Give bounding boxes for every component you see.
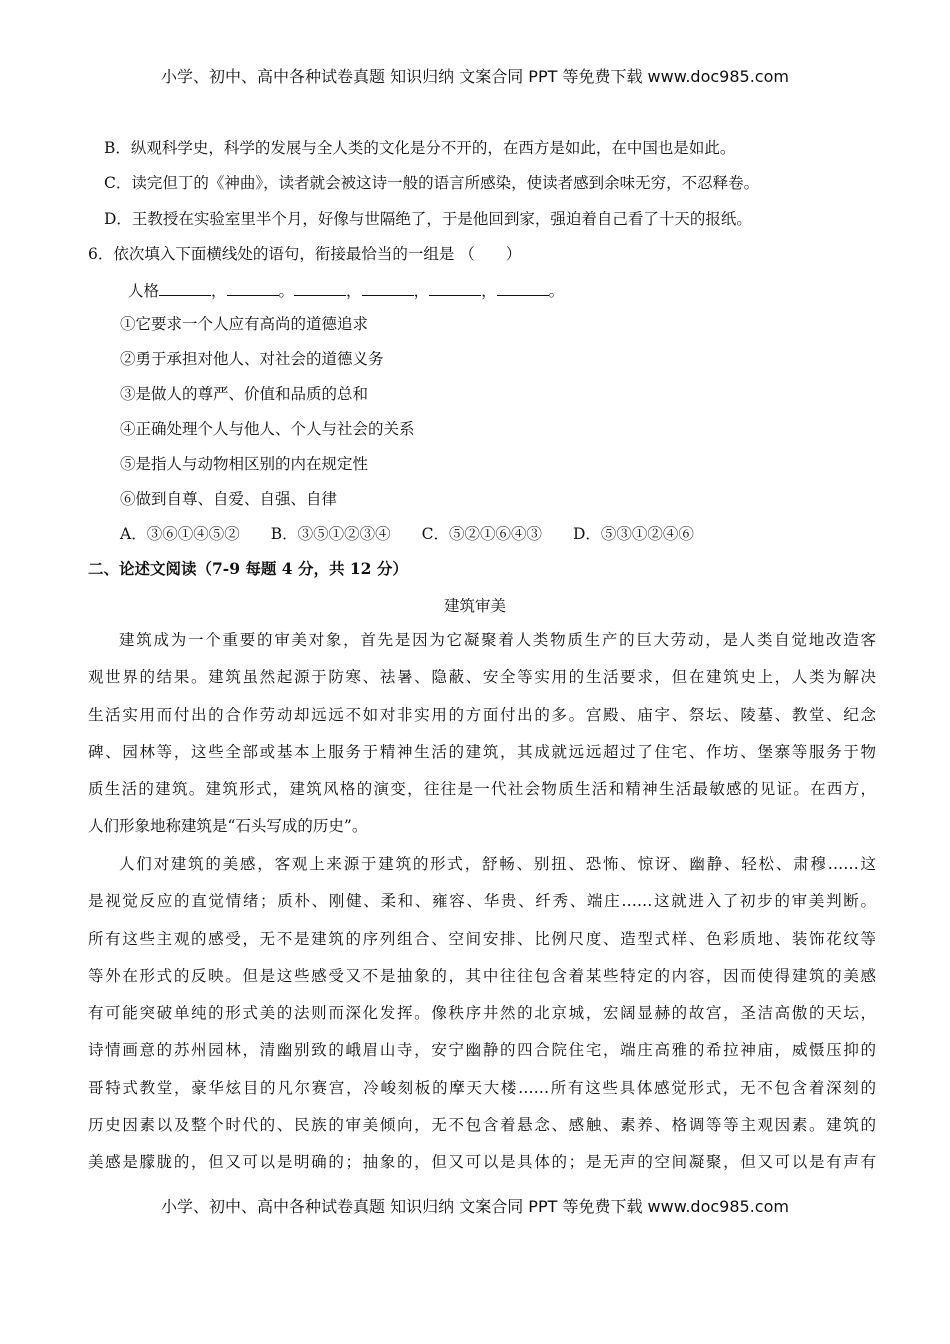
blank-1 — [159, 281, 211, 296]
paragraph-line: 观世界的结果。建筑虽然起源于防寒、祛暑、隐蔽、安全等实用的生活要求，但在建筑史上，人类为解决 — [88, 668, 876, 687]
blank-5 — [429, 281, 481, 296]
q6-item: ④正确处理个人与他人、个人与社会的关系 — [120, 420, 415, 438]
q6-blank-line: 人格 ， 。 ， ， ， 。 — [128, 282, 565, 300]
paragraph-line: 美感是朦胧的，但又可以是明确的；抽象的，但又可以是具体的；是无声的空间凝聚，但又可以是有声有 — [88, 1153, 876, 1172]
blank-3 — [294, 281, 346, 296]
paragraph-line: 质生活的建筑。建筑形式，建筑风格的演变，往往是一代社会物质生活和精神生活最敏感的见证。在西方， — [88, 780, 876, 799]
q6-item: ⑥做到自尊、自爱、自强、自律 — [120, 490, 338, 508]
q6-blank-prefix: 人格 — [128, 282, 160, 300]
page-footer: 小学、初中、高中各种试卷真题 知识归纳 文案合同 PPT 等免费下载 www.doc985.com — [161, 1197, 789, 1216]
paragraph-line: 碑、园林等，这些全部或基本上服务于精神生活的建筑，其成就远远超过了住宅、作坊、堡寨等服务于物 — [88, 742, 876, 761]
blank-2 — [227, 281, 279, 296]
q5-option-d: D．王教授在实验室里半个月，好像与世隔绝了，于是他回到家，强迫着自己看了十天的报纸。 — [104, 210, 752, 228]
section-heading: 二、论述文阅读（7-9 每题 4 分，共 12 分） — [88, 559, 408, 578]
q6-item: ⑤是指人与动物相区别的内在规定性 — [120, 455, 369, 473]
q5-option-b: B．纵观科学史，科学的发展与全人类的文化是分不开的，在西方是如此，在中国也是如此。 — [104, 139, 736, 157]
article-title: 建筑审美 — [443, 597, 506, 615]
q6-item: ②勇于承担对他人、对社会的道德义务 — [120, 350, 384, 368]
blank-4 — [362, 281, 414, 296]
blank-6 — [497, 281, 549, 296]
paragraph-line: 所有这些主观的感受，无不是建筑的序列组合、空间安排、比例尺度、造型式样、色彩质地、装饰花纹等 — [88, 929, 876, 948]
q6-stem: 6．依次填入下面横线处的语句，衔接最恰当的一组是 （ ） — [88, 245, 522, 263]
q6-item: ①它要求一个人应有高尚的道德追求 — [120, 315, 369, 333]
page-header: 小学、初中、高中各种试卷真题 知识归纳 文案合同 PPT 等免费下载 www.doc985.com — [161, 67, 789, 86]
paragraph-line: 建筑成为一个重要的审美对象，首先是因为它凝聚着人类物质生产的巨大劳动，是人类自觉地改造客 — [119, 631, 876, 649]
paragraph-line: 诗情画意的苏州园林，清幽别致的峨眉山寺，安宁幽静的四合院住宅，端庄高雅的希拉神庙，威慑压抑的 — [88, 1041, 876, 1060]
article-paragraph-2 — [88, 846, 876, 1182]
paragraph-line: 人们形象地称建筑是“石头写成的历史”。 — [88, 817, 368, 836]
q6-item: ③是做人的尊严、价值和品质的总和 — [120, 385, 369, 403]
paragraph-line: 等外在形式的反映。但是这些感受又不是抽象的，其中往往包含着某些特定的内容，因而使得建筑的美感 — [88, 966, 876, 985]
paragraph-line: 人们对建筑的美感，客观上来源于建筑的形式，舒畅、别扭、恐怖、惊讶、幽静、轻松、肃穆……这 — [119, 855, 876, 873]
paragraph-line: 哥特式教堂，豪华炫目的凡尔赛宫，冷峻刻板的摩天大楼……所有这些具体感觉形式，无不包含着深刻的 — [88, 1078, 876, 1097]
paragraph-line: 有可能突破单纯的形式美的法则而深化发挥。像秩序井然的北京城，宏阔显赫的故宫，圣洁高傲的天坛， — [88, 1004, 876, 1023]
q5-option-c: C．读完但丁的《神曲》，读者就会被这诗一般的语言所感染，使读者感到余味无穷，不忍释卷。 — [104, 174, 760, 192]
paragraph-line: 生活实用而付出的合作劳动却远远不如对非实用的方面付出的多。宫殿、庙宇、祭坛、陵墓、教堂、纪念 — [88, 705, 876, 724]
paragraph-line: 历史因素以及整个时代的、民族的审美倾向，无不包含着悬念、感触、素养、格调等等主观因素。建筑的 — [88, 1116, 876, 1135]
paragraph-line: 是视觉反应的直觉情绪；质朴、刚健、柔和、雍容、华贵、纤秀、端庄……这就进入了初步的审美判断。 — [88, 892, 876, 911]
article-paragraph-1 — [88, 622, 876, 846]
q6-choices: A．③⑥①④⑤② B．③⑤①②③④ C．⑤②①⑥④③ D．⑤③①②④⑥ — [120, 525, 694, 543]
